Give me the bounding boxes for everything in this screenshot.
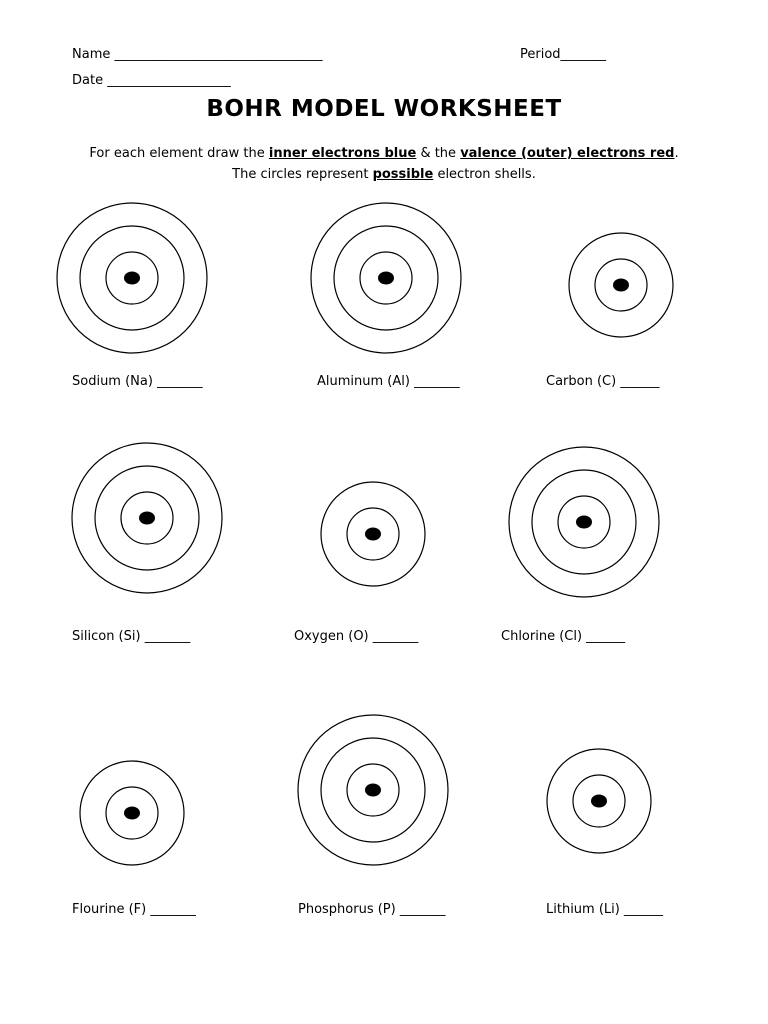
nucleus [365,784,381,797]
bohr-atom [80,761,184,865]
possible-emphasis: possible [372,167,434,182]
nucleus [139,512,155,525]
worksheet-title: BOHR MODEL WORKSHEET [206,96,562,122]
valence-electrons-emphasis: valence (outer) electrons red [460,146,675,161]
inner-electrons-emphasis: inner electrons blue [268,146,417,161]
element-label: Chlorine (Cl) ______ [501,629,626,644]
bohr-atom [311,203,461,353]
element-label: Carbon (C) ______ [546,374,660,389]
element-label: Sodium (Na) _______ [72,374,203,389]
element-label: Aluminum (Al) _______ [317,374,460,389]
nucleus [576,516,592,529]
nucleus [591,795,607,808]
element-label: Lithium (Li) ______ [546,902,663,917]
name-field-label: Name ________________________________ [72,47,323,62]
instruction-text: For each element draw the [89,146,269,161]
bohr-atom [569,233,673,337]
bohr-atom [321,482,425,586]
instruction-text: . [674,146,679,161]
bohr-atom [509,447,659,597]
nucleus [124,807,140,820]
bohr-atom [298,715,448,865]
nucleus [613,279,629,292]
instruction-text: & the [416,146,461,161]
element-label: Silicon (Si) _______ [72,629,191,644]
nucleus [124,272,140,285]
element-label: Phosphorus (P) _______ [298,902,446,917]
bohr-atom [72,443,222,593]
instruction-text: electron shells. [433,167,536,182]
bohr-atom [547,749,651,853]
bohr-atom [57,203,207,353]
period-field-label: Period_______ [520,47,607,62]
element-label: Oxygen (O) _______ [294,629,419,644]
element-label: Flourine (F) _______ [72,902,196,917]
nucleus [378,272,394,285]
nucleus [365,528,381,541]
instruction-text: The circles represent [232,167,373,182]
date-field-label: Date ___________________ [72,73,231,88]
